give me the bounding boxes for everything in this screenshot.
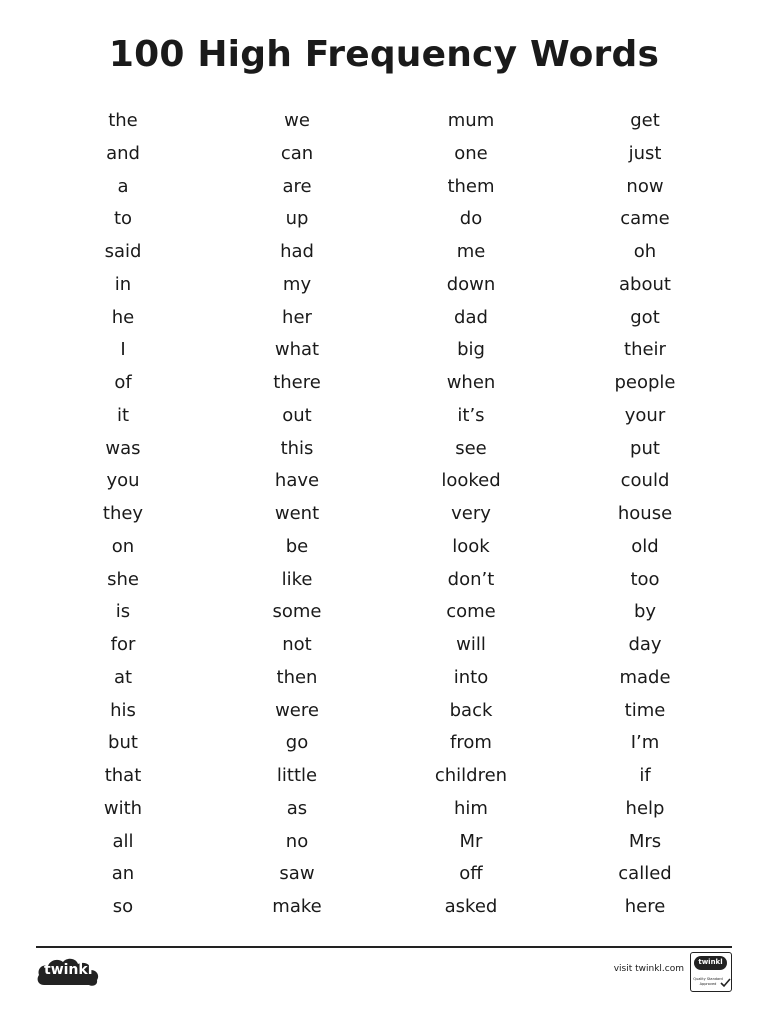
word-item: in (114, 273, 132, 295)
word-item: out (282, 404, 312, 426)
word-item: about (619, 273, 671, 295)
word-item: will (456, 634, 486, 655)
word-item: it (116, 404, 130, 426)
word-item: old (631, 535, 659, 557)
word-item: Mrs (628, 830, 662, 852)
word-item: back (449, 699, 493, 721)
word-item: had (280, 241, 314, 262)
quality-standard-badge (690, 952, 732, 992)
word-item: came (620, 208, 670, 230)
word-item: what (274, 339, 320, 361)
badge-approved-line: Approved (699, 982, 717, 986)
word-item: too (630, 568, 660, 590)
word-item: of (114, 372, 132, 393)
word-item: mum (447, 110, 495, 131)
word-item: put (630, 437, 660, 459)
footer-divider (36, 946, 732, 948)
word-item: could (620, 470, 670, 492)
word-item: Mr (459, 830, 483, 852)
word-item: get (630, 110, 660, 131)
word-item: here (624, 896, 666, 917)
word-item: day (628, 634, 662, 655)
word-item: said (104, 241, 142, 262)
word-item: house (617, 503, 673, 524)
word-item: at (113, 666, 133, 688)
word-item: be (285, 535, 309, 557)
word-item: to (113, 208, 133, 230)
word-item: there (273, 372, 321, 393)
word-item: and (106, 142, 140, 164)
word-item: up (285, 208, 309, 230)
word-item: oh (633, 241, 657, 262)
word-item: come (446, 601, 496, 623)
word-item: asked (444, 896, 498, 917)
word-item: if (639, 765, 651, 786)
word-item: no (285, 830, 309, 852)
word-item: from (450, 732, 492, 754)
word-grid (36, 105, 732, 924)
word-item: into (453, 666, 489, 688)
word-item: some (272, 601, 322, 623)
word-item: the (108, 110, 138, 131)
word-item: see (455, 437, 487, 459)
word-item: this (280, 437, 314, 459)
word-item: just (628, 142, 662, 164)
word-item: one (454, 142, 488, 164)
checkmark-icon (719, 977, 731, 989)
word-item: time (624, 699, 666, 721)
word-item: but (108, 732, 138, 754)
word-item: me (456, 241, 486, 262)
word-item: down (446, 273, 496, 295)
word-item: I (120, 339, 126, 361)
word-item: big (457, 339, 485, 361)
word-item: them (447, 175, 495, 197)
word-item: their (624, 339, 666, 361)
word-item: we (284, 110, 310, 131)
word-item: dad (454, 306, 488, 328)
word-item: on (111, 535, 135, 557)
word-item: went (274, 503, 320, 524)
word-item: a (117, 175, 129, 197)
word-item: was (105, 437, 141, 459)
word-item: then (276, 666, 318, 688)
badge-brand-text: twinkl (698, 958, 723, 966)
page-title: 100 High Frequency Words (108, 34, 660, 75)
word-item: her (282, 306, 312, 328)
word-item: do (459, 208, 483, 230)
word-item: she (107, 568, 139, 590)
word-item: my (282, 273, 312, 295)
word-item: they (102, 503, 144, 524)
word-item: looked (441, 470, 501, 492)
word-item: for (110, 634, 136, 655)
word-item: can (280, 142, 314, 164)
word-item: go (285, 732, 309, 754)
word-item: make (272, 896, 322, 917)
word-item: help (625, 797, 665, 819)
word-item: not (282, 634, 312, 655)
word-item: off (459, 863, 483, 885)
word-item: don’t (447, 568, 495, 590)
word-item: so (112, 896, 134, 917)
word-item: are (282, 175, 312, 197)
word-item: made (619, 666, 671, 688)
word-item: have (274, 470, 320, 492)
word-item: like (281, 568, 313, 590)
twinkl-logo-text[interactable]: twinkl (44, 962, 93, 978)
word-item: him (454, 797, 488, 819)
word-item: little (276, 765, 318, 786)
word-item: it’s (457, 404, 485, 426)
word-item: got (630, 306, 660, 328)
word-item: with (103, 797, 143, 819)
word-item: saw (279, 863, 315, 885)
word-item: an (111, 863, 135, 885)
word-item: by (633, 601, 657, 623)
word-item: very (451, 503, 491, 524)
word-item: that (104, 765, 142, 786)
visit-website-link[interactable]: visit twinkl.com (613, 964, 684, 974)
word-item: people (614, 372, 676, 393)
badge-quality-line: Quality Standard (693, 977, 723, 981)
word-item: you (106, 470, 140, 492)
word-item: look (452, 535, 490, 557)
word-item: called (618, 863, 672, 885)
word-item: is (115, 601, 131, 623)
word-item: were (275, 699, 319, 721)
word-item: when (446, 372, 496, 393)
word-item: his (110, 699, 136, 721)
word-item: children (434, 765, 508, 786)
word-item: your (624, 404, 666, 426)
word-item: now (626, 175, 664, 197)
word-item: I’m (630, 732, 660, 754)
word-item: he (111, 306, 135, 328)
word-item: as (286, 797, 308, 819)
word-item: all (112, 830, 134, 852)
